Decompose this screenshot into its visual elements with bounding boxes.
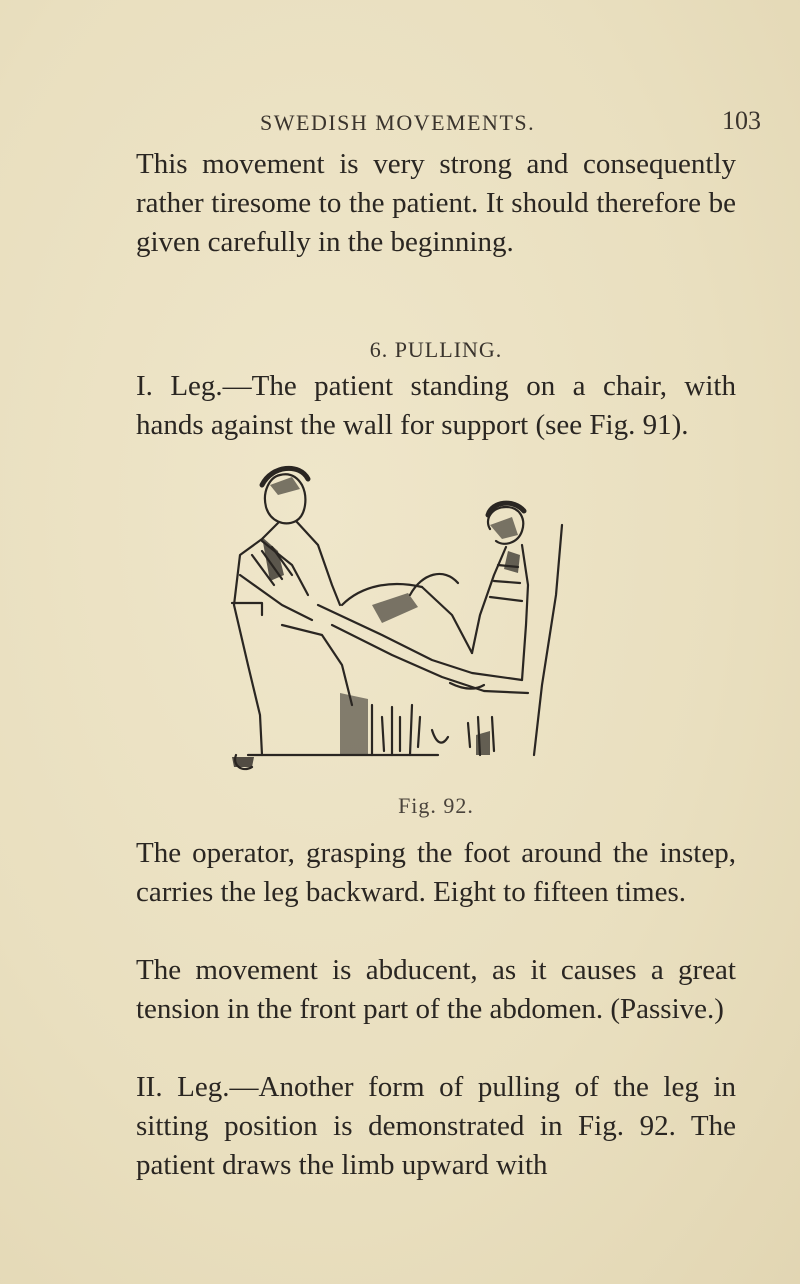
paragraph-leg-one bbox=[136, 367, 736, 445]
section-heading: 6. PULLING. bbox=[369, 337, 503, 362]
figure-caption: Fig. 92. bbox=[398, 793, 474, 818]
running-title: SWEDISH MOVEMENTS. bbox=[260, 110, 536, 135]
paragraph-4: The movement is abducent, as it causes a great tension in the front part of the abdomen. (Passive.) bbox=[136, 954, 736, 1025]
paragraph-3: The operator, grasping the foot around the instep, carries the leg backward. Eight to fifteen times. bbox=[136, 837, 736, 908]
page-number: 103 bbox=[722, 106, 761, 135]
paragraph-leg-two bbox=[136, 1068, 736, 1185]
paragraph-intro bbox=[136, 145, 736, 262]
paragraph-2: I. Leg.—The patient standing on a chair, with hands against the wall for support (see Fig. 91). bbox=[136, 370, 736, 441]
paragraph-operator bbox=[136, 834, 736, 912]
paragraph-5: II. Leg.—Another form of pulling of the leg in sitting position is demonstrated in Fig. 92. The patient draws the limb upward with bbox=[136, 1071, 736, 1181]
paragraph-abducent bbox=[136, 951, 736, 1029]
paragraph-1: This movement is very strong and consequently rather tiresome to the patient. It should therefore be given carefully in the beginning. bbox=[136, 148, 736, 258]
figure-illustration bbox=[222, 455, 582, 785]
